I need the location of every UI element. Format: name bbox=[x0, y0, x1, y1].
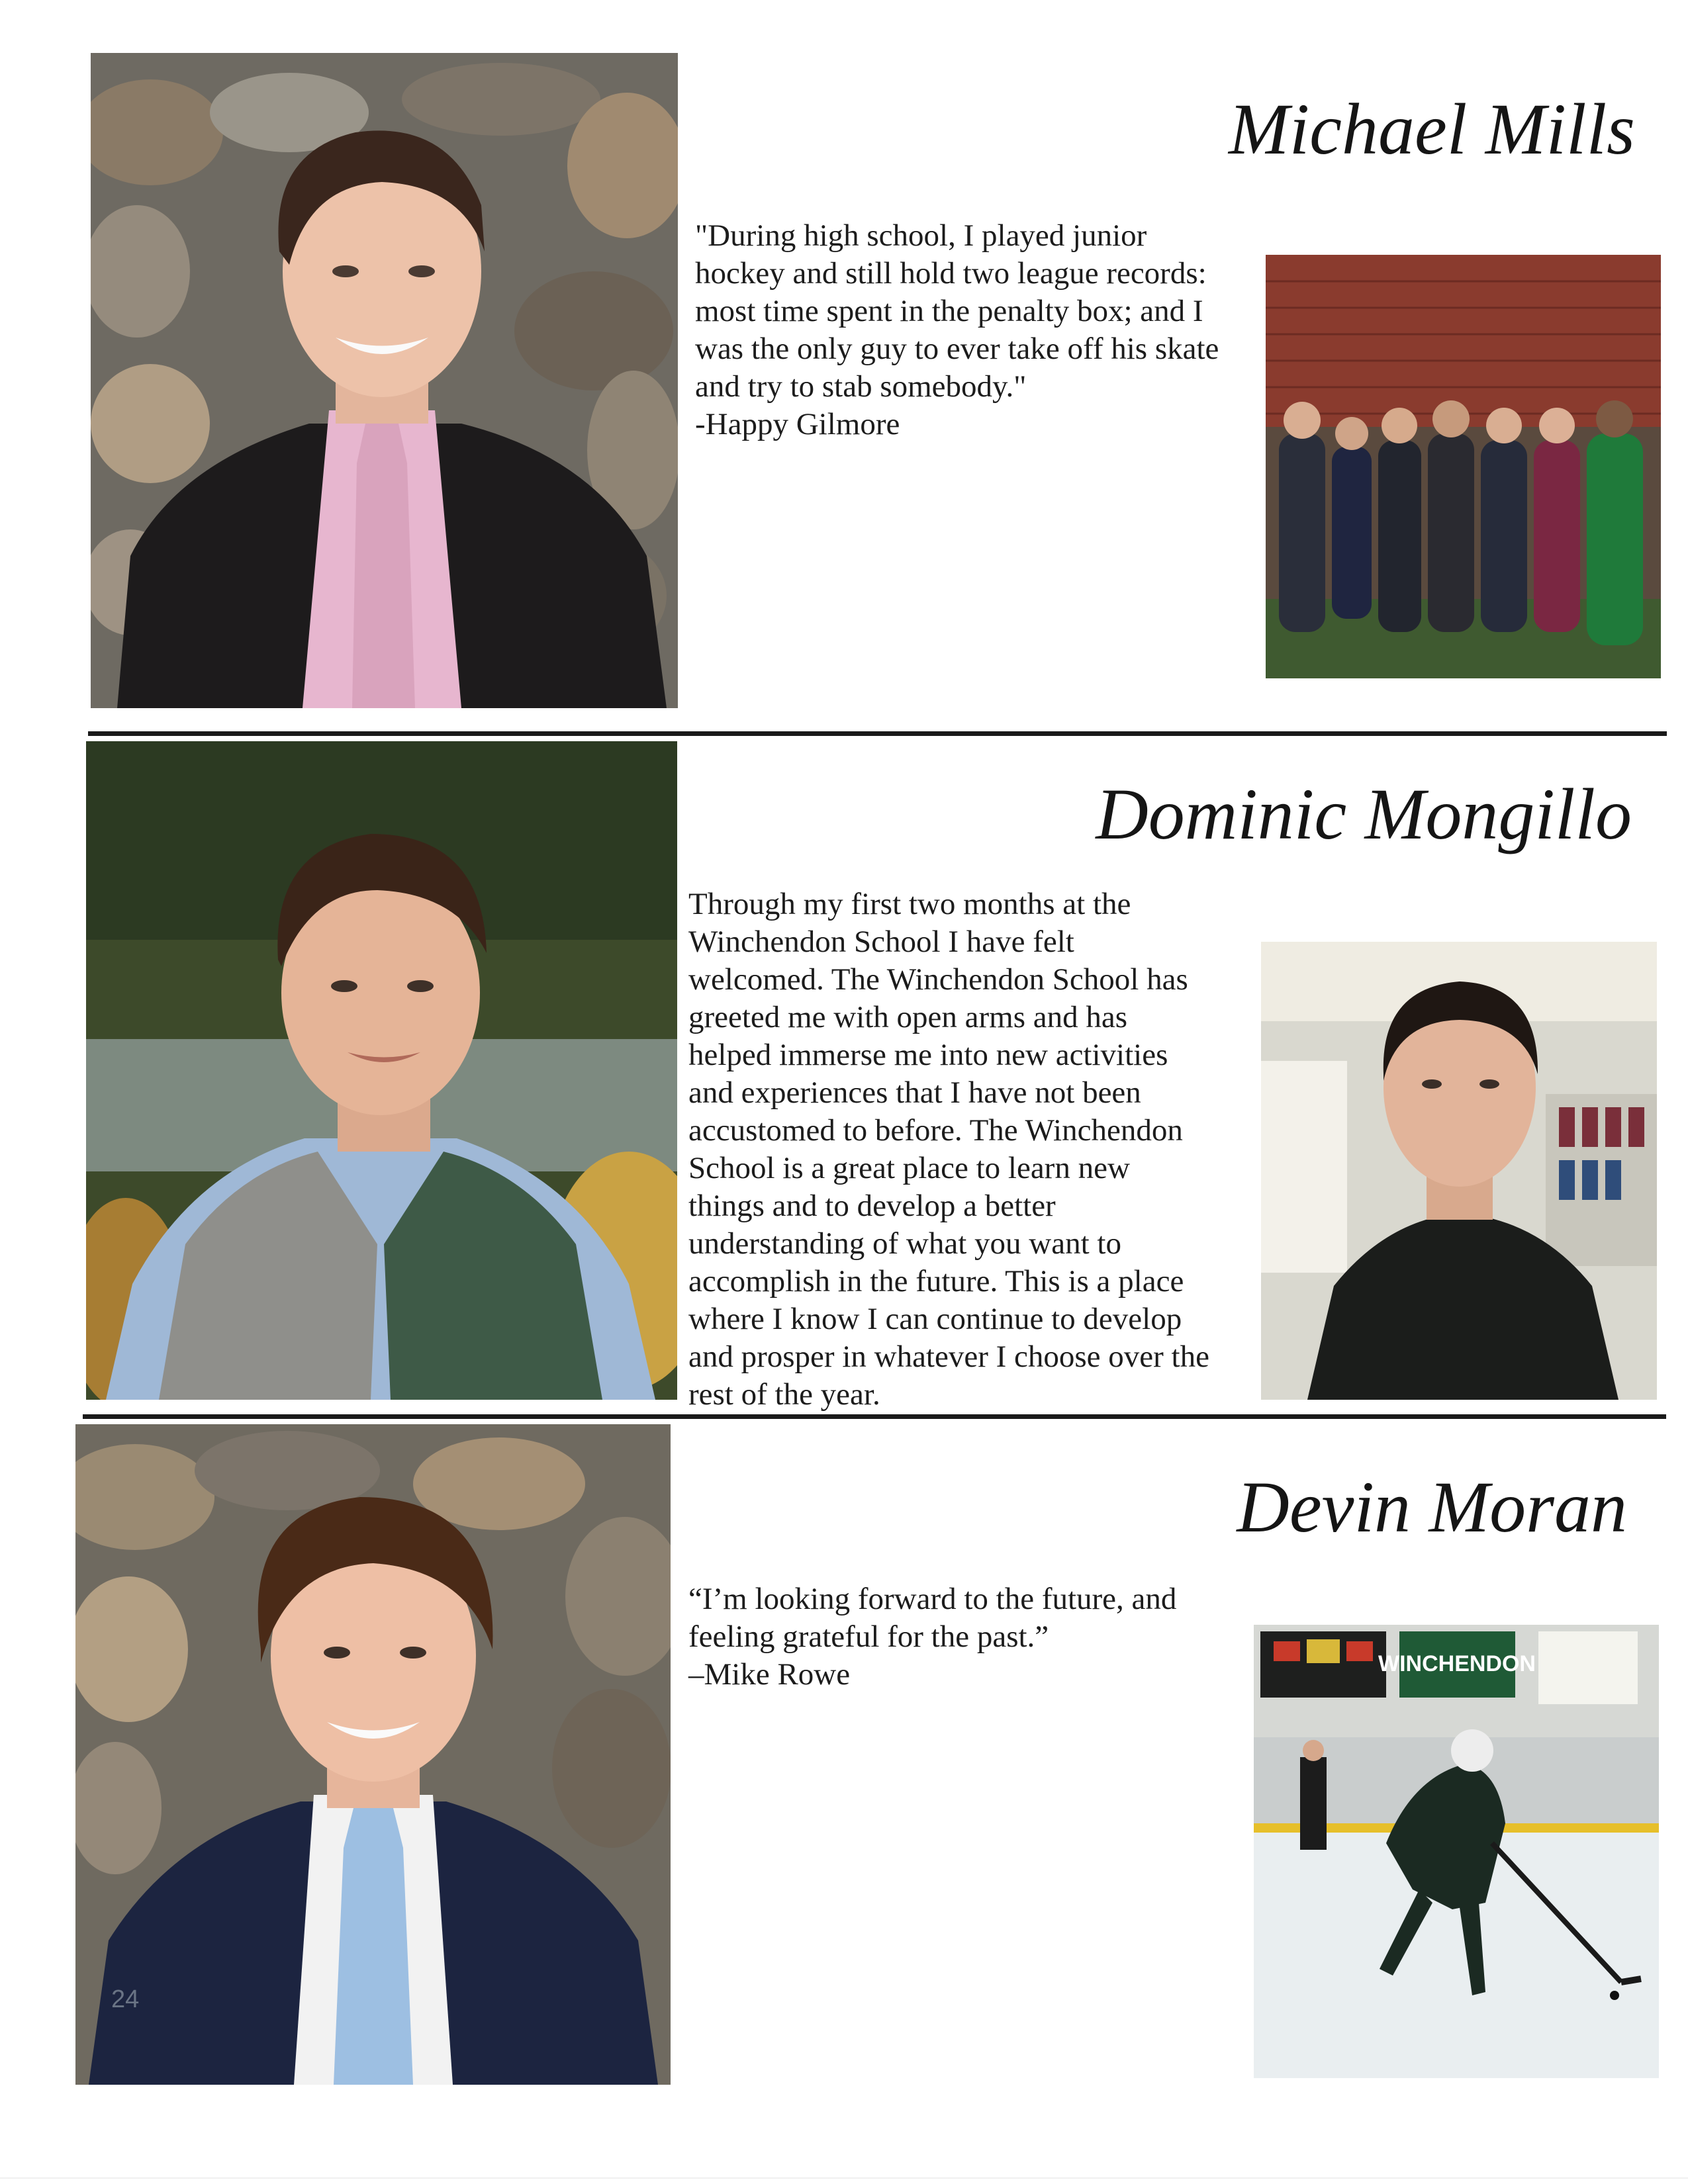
candid-photo-dominic-mongillo bbox=[1261, 942, 1657, 1400]
page-edge-line bbox=[0, 2177, 1688, 2179]
hockey-action-photo-devin-moran bbox=[1254, 1625, 1659, 2078]
page-number: 24 bbox=[111, 1985, 140, 2013]
student-name-michael-mills: Michael Mills bbox=[1228, 89, 1635, 169]
group-photo-michael-mills bbox=[1266, 255, 1661, 678]
rink-banner-text: WINCHENDON bbox=[1378, 1651, 1536, 1676]
section-divider-1 bbox=[88, 731, 1667, 736]
portrait-photo-dominic-mongillo bbox=[86, 741, 677, 1400]
student-name-devin-moran: Devin Moran bbox=[1237, 1467, 1627, 1547]
student-quote-michael-mills: "During high school, I played junior hockey and still hold two league records: most time spent in the penalty box; and I was the only guy to ever take off his skate and try to stab somebody." -Happy Gilmore bbox=[695, 218, 1219, 441]
student-quote-devin-moran: “I’m looking forward to the future, and feeling grateful for the past.” –Mike Rowe bbox=[688, 1582, 1177, 1692]
portrait-photo-michael-mills bbox=[91, 53, 678, 708]
student-name-dominic-mongillo: Dominic Mongillo bbox=[1096, 774, 1632, 854]
section-divider-2 bbox=[83, 1414, 1666, 1419]
student-quote-dominic-mongillo: Through my first two months at the Winchendon School I have felt welcomed. The Winchendon School has greeted me with open arms and has helped immerse me into new activities and experiences that I have not been accustomed to before. The Winchendon School is a great place to learn new things and to develop a better understanding of what you want to accomplish in the future. This is a place where I know I can continue to develop and prosper in whatever I choose over the rest of the year. bbox=[688, 887, 1209, 1412]
portrait-photo-devin-moran bbox=[75, 1424, 671, 2085]
